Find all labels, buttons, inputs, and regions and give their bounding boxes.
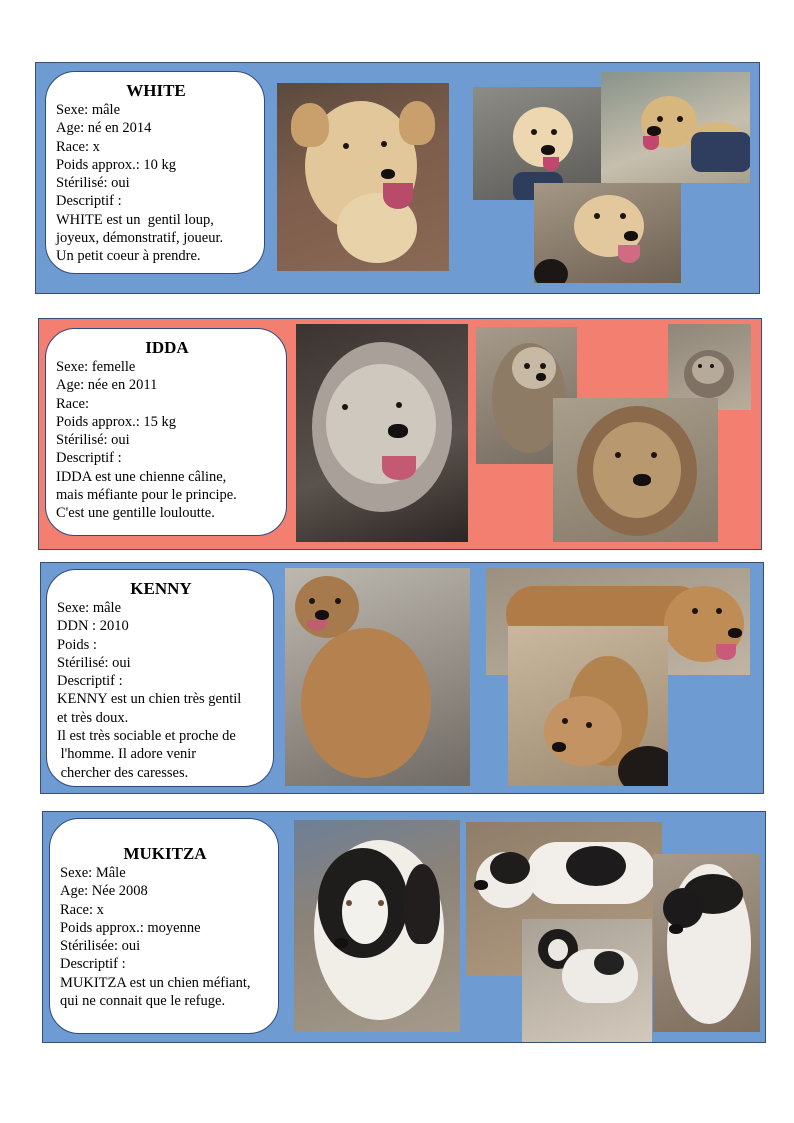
info-line-breed: Race: — [56, 395, 90, 412]
info-line-sex: Sexe: Mâle — [60, 865, 126, 881]
description-line: mais méfiante pour le principe. — [56, 487, 237, 504]
info-line-description-label: Descriptif : — [56, 450, 122, 467]
info-card-kenny — [46, 569, 274, 787]
info-line-sterilized: Stérilisé: oui — [57, 654, 131, 671]
dog-photo-main — [296, 324, 468, 542]
info-line-sterilized: Stérilisée: oui — [60, 938, 141, 955]
info-line-weight: Poids approx.: 15 kg — [56, 413, 177, 430]
description-line: WHITE est un gentil loup, — [56, 211, 214, 228]
description-line: IDDA est une chienne câline, — [56, 468, 227, 485]
info-line-weight: Poids : — [57, 636, 97, 653]
info-line-breed: Race: x — [56, 138, 100, 155]
info-line-birthdate: DDN : 2010 — [57, 618, 129, 635]
description-line: Un petit coeur à prendre. — [56, 248, 201, 265]
info-card-mukitza — [49, 818, 279, 1034]
dog-photo — [522, 919, 652, 1042]
info-line-description-label: Descriptif : — [60, 956, 126, 973]
dog-photo — [508, 626, 668, 786]
info-line-sterilized: Stérilisé: oui — [56, 432, 130, 449]
dog-photo — [601, 72, 750, 183]
info-line-sex: Sexe: femelle — [56, 359, 136, 375]
info-line-sex: Sexe: mâle — [56, 102, 121, 118]
info-line-age: Age: née en 2011 — [56, 377, 158, 394]
dog-photo-main — [285, 568, 470, 786]
dog-photo — [534, 183, 681, 283]
info-line-sex: Sexe: mâle — [57, 600, 122, 616]
info-line-weight: Poids approx.: 10 kg — [56, 156, 177, 173]
info-line-age: Age: né en 2014 — [56, 120, 152, 137]
description-line: l'homme. Il adore venir — [57, 746, 197, 763]
description-line: qui ne connait que le refuge. — [60, 993, 226, 1010]
info-line-description-label: Descriptif : — [57, 673, 123, 690]
description-line: MUKITZA est un chien méfiant, — [60, 974, 251, 991]
description-line: KENNY est un chien très gentil — [57, 691, 242, 708]
description-line: Il est très sociable et proche de — [57, 728, 236, 745]
dog-name: WHITE — [126, 81, 186, 100]
info-line-description-label: Descriptif : — [56, 193, 122, 210]
dog-name: MUKITZA — [123, 844, 207, 863]
description-line: C'est une gentille louloutte. — [56, 505, 215, 522]
info-line-breed: Race: x — [60, 901, 104, 918]
dog-photo — [653, 854, 760, 1032]
dog-photo-main — [277, 83, 449, 271]
dog-photo — [553, 398, 718, 542]
description-line: et très doux. — [57, 709, 129, 726]
dog-name: IDDA — [145, 338, 189, 357]
dog-photo-main — [294, 820, 460, 1032]
info-line-sterilized: Stérilisé: oui — [56, 175, 130, 192]
description-line: chercher des caresses. — [57, 764, 189, 781]
info-card-idda — [45, 328, 287, 536]
info-line-age: Age: Née 2008 — [60, 883, 148, 900]
dog-name: KENNY — [130, 579, 192, 598]
description-line: joyeux, démonstratif, joueur. — [56, 230, 224, 247]
info-card-white — [45, 71, 265, 274]
info-line-weight: Poids approx.: moyenne — [60, 919, 201, 936]
